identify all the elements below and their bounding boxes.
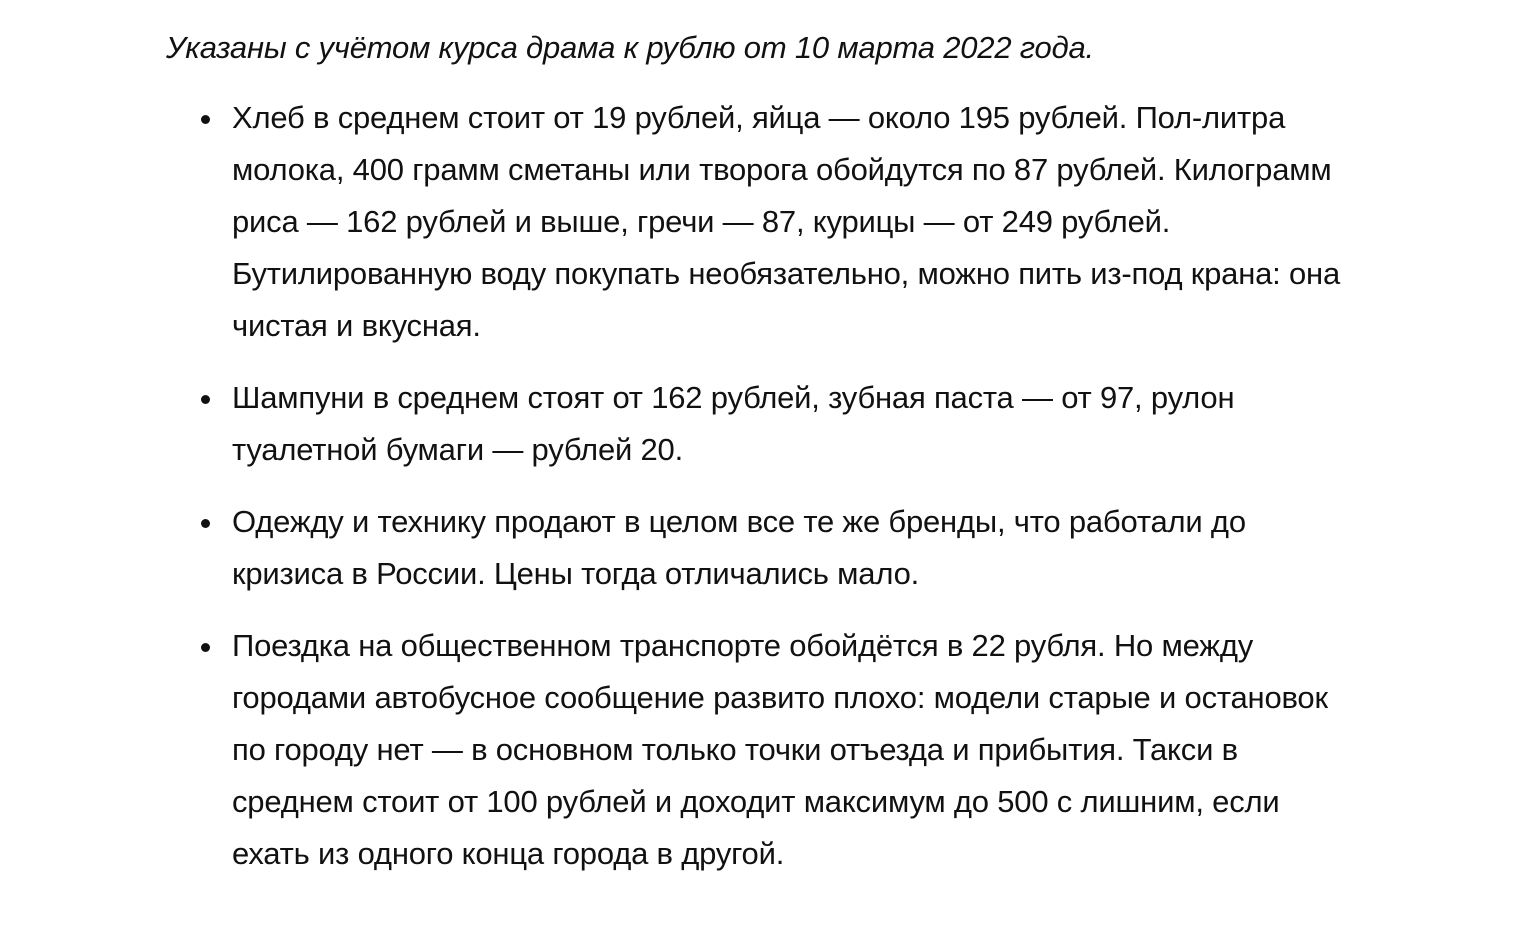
list-item-text: Поездка на общественном транспорте обойдётся в 22 рубля. Но между городами автобусное сообщение развито плохо: модели старые и остановок по городу нет — в основном только точки отъезда и прибытия. Такси в среднем стоит от 100 рублей и доходит максимум до 500 с лишним, если ехать из одного конца города в другой. [232, 628, 1328, 871]
bullet-icon [201, 395, 210, 404]
price-list [166, 92, 1366, 880]
list-item-clothes [166, 496, 1366, 600]
list-item-text: Одежду и технику продают в целом все те же бренды, что работали до кризиса в России. Цены тогда отличались мало. [232, 504, 1246, 591]
list-item-groceries [166, 92, 1366, 352]
list-item-text: Шампуни в среднем стоят от 162 рублей, зубная паста — от 97, рулон туалетной бумаги — рублей 20. [232, 380, 1235, 467]
currency-note: Указаны с учётом курса драма к рублю от 10 марта 2022 года. [166, 30, 1094, 65]
bullet-icon [201, 115, 210, 124]
list-item-text: Хлеб в среднем стоит от 19 рублей, яйца — около 195 рублей. Пол-литра молока, 400 грамм сметаны или творога обойдутся по 87 рублей. Килограмм риса — 162 рублей и выше, гречи — 87, курицы — от 249 рублей. Бутилированную воду покупать необязательно, можно пить из-под крана: она чистая и вкусная. [232, 100, 1340, 343]
list-item-toiletries [166, 372, 1366, 476]
article-body [166, 24, 1366, 900]
list-item-transport [166, 620, 1366, 880]
bullet-icon [201, 519, 210, 528]
bullet-icon [201, 643, 210, 652]
